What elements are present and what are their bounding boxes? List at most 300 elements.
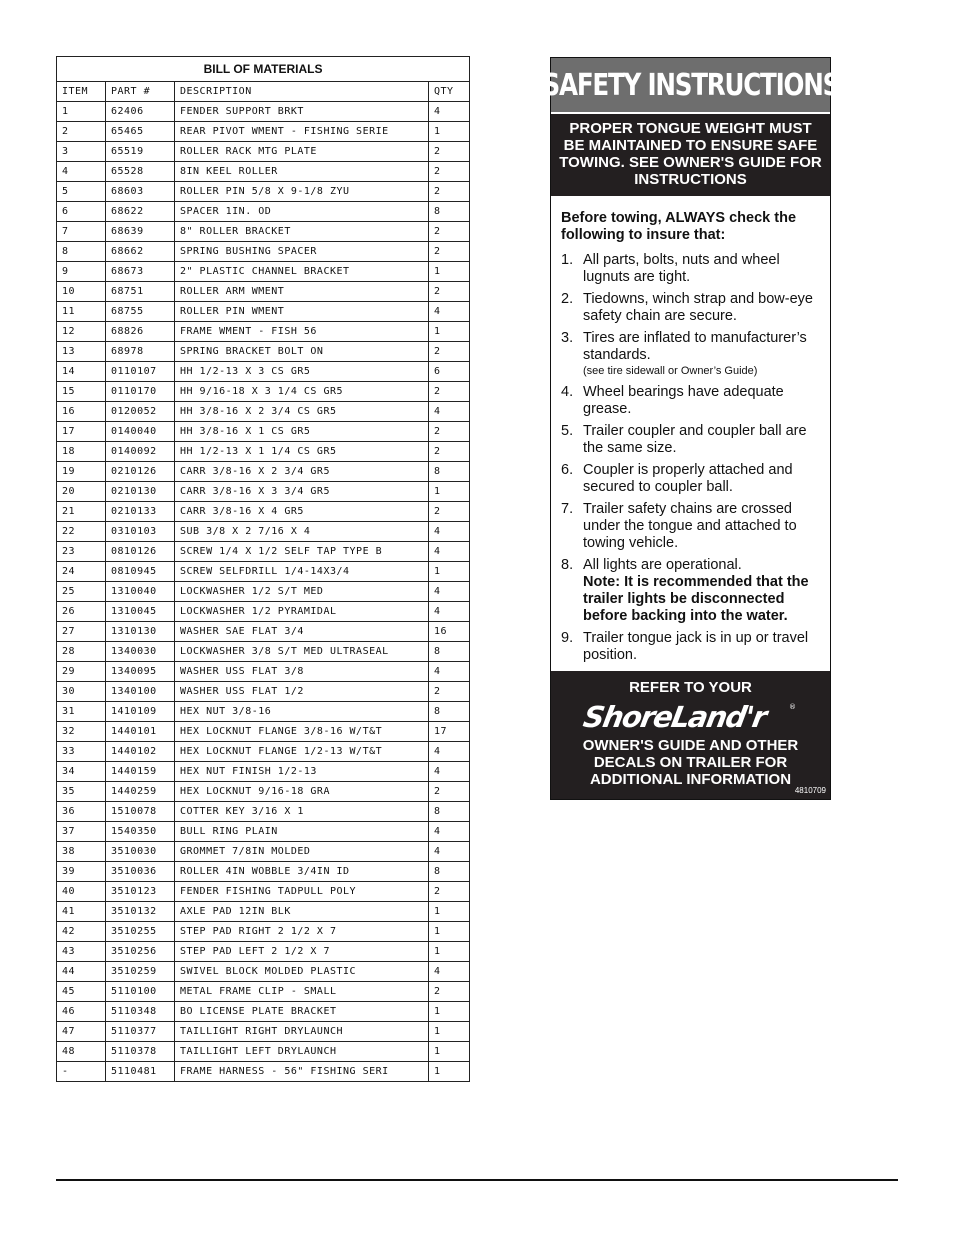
safety-instructions-decal — [542, 57, 839, 800]
bom-cell-qty: 2 — [429, 882, 470, 902]
bom-cell-part-number: 0140092 — [106, 442, 175, 462]
checklist-number: 7. — [561, 501, 574, 517]
bom-cell-part-number: 68622 — [106, 202, 175, 222]
bom-cell-item: 44 — [57, 962, 106, 982]
bill-of-materials-table — [56, 56, 470, 1082]
checklist-text: All parts, bolts, nuts and wheel lugnuts are tight. — [583, 252, 780, 285]
bom-row — [57, 662, 470, 682]
bom-row — [57, 762, 470, 782]
bom-row — [57, 822, 470, 842]
checklist-number: 5. — [561, 423, 574, 439]
bom-row — [57, 322, 470, 342]
bom-cell-description: STEP PAD LEFT 2 1/2 X 7 — [175, 942, 429, 962]
checklist-text: Coupler is properly attached and secured to coupler ball. — [583, 462, 793, 495]
bom-cell-part-number: 68826 — [106, 322, 175, 342]
bom-cell-item: 19 — [57, 462, 106, 482]
checklist-item — [561, 252, 820, 286]
bom-cell-item: 26 — [57, 602, 106, 622]
checklist-item — [561, 462, 820, 496]
bom-cell-description: STEP PAD RIGHT 2 1/2 X 7 — [175, 922, 429, 942]
svg-text:ShoreLand'r: ShoreLand'r — [580, 700, 768, 734]
bom-cell-item: 1 — [57, 102, 106, 122]
checklist-text-wrap — [583, 423, 820, 457]
bom-cell-part-number: 68755 — [106, 302, 175, 322]
checklist-number: 2. — [561, 291, 574, 307]
bom-row — [57, 422, 470, 442]
bom-cell-item: 38 — [57, 842, 106, 862]
bom-cell-description: SPRING BUSHING SPACER — [175, 242, 429, 262]
bom-cell-description: FRAME WMENT - FISH 56 — [175, 322, 429, 342]
bom-row — [57, 702, 470, 722]
bom-row — [57, 1022, 470, 1042]
checklist-item — [561, 557, 820, 625]
bom-cell-part-number: 3510255 — [106, 922, 175, 942]
bom-row — [57, 182, 470, 202]
bom-cell-description: FRAME HARNESS - 56" FISHING SERI — [175, 1062, 429, 1082]
bom-cell-qty: 4 — [429, 602, 470, 622]
bom-cell-item: 41 — [57, 902, 106, 922]
bom-cell-description: HEX NUT FINISH 1/2-13 — [175, 762, 429, 782]
bom-cell-item: 37 — [57, 822, 106, 842]
bom-cell-qty: 8 — [429, 202, 470, 222]
bom-cell-item: 40 — [57, 882, 106, 902]
bom-cell-qty: 2 — [429, 142, 470, 162]
bom-cell-part-number: 0110107 — [106, 362, 175, 382]
bom-cell-item: 8 — [57, 242, 106, 262]
bom-cell-qty: 1 — [429, 1022, 470, 1042]
bom-cell-item: - — [57, 1062, 106, 1082]
bom-cell-qty: 1 — [429, 1062, 470, 1082]
bom-cell-part-number: 5110348 — [106, 1002, 175, 1022]
bom-cell-part-number: 0110170 — [106, 382, 175, 402]
bom-cell-description: BULL RING PLAIN — [175, 822, 429, 842]
checklist-number: 3. — [561, 330, 574, 346]
checklist-item — [561, 501, 820, 552]
bom-cell-description: LOCKWASHER 1/2 PYRAMIDAL — [175, 602, 429, 622]
bom-cell-item: 24 — [57, 562, 106, 582]
bom-row — [57, 502, 470, 522]
bom-cell-description: BO LICENSE PLATE BRACKET — [175, 1002, 429, 1022]
checklist-text: Tiedowns, winch strap and bow-eye safety chain are secure. — [583, 291, 813, 324]
bom-cell-part-number: 68751 — [106, 282, 175, 302]
bom-cell-qty: 4 — [429, 102, 470, 122]
bom-row — [57, 542, 470, 562]
bom-cell-qty: 1 — [429, 262, 470, 282]
bom-row — [57, 402, 470, 422]
bom-row — [57, 242, 470, 262]
bom-row — [57, 342, 470, 362]
bom-cell-item: 5 — [57, 182, 106, 202]
bom-cell-description: HEX NUT 3/8-16 — [175, 702, 429, 722]
bom-cell-part-number: 1540350 — [106, 822, 175, 842]
checklist-number: 4. — [561, 384, 574, 400]
bom-cell-description: FENDER FISHING TADPULL POLY — [175, 882, 429, 902]
bom-cell-description: 2" PLASTIC CHANNEL BRACKET — [175, 262, 429, 282]
bom-cell-item: 30 — [57, 682, 106, 702]
bom-cell-part-number: 1310130 — [106, 622, 175, 642]
bom-cell-part-number: 0310103 — [106, 522, 175, 542]
bom-cell-description: HEX LOCKNUT FLANGE 3/8-16 W/T&T — [175, 722, 429, 742]
bom-cell-item: 2 — [57, 122, 106, 142]
checklist-text-wrap — [583, 630, 820, 664]
bom-cell-part-number: 1340100 — [106, 682, 175, 702]
bom-cell-part-number: 1440159 — [106, 762, 175, 782]
checklist-text-wrap — [583, 384, 820, 418]
bom-cell-part-number: 5110378 — [106, 1042, 175, 1062]
checklist-item — [561, 291, 820, 325]
bom-cell-qty: 2 — [429, 502, 470, 522]
bom-cell-part-number: 0120052 — [106, 402, 175, 422]
bom-row — [57, 622, 470, 642]
bom-cell-item: 4 — [57, 162, 106, 182]
bom-cell-item: 27 — [57, 622, 106, 642]
bom-cell-item: 31 — [57, 702, 106, 722]
bom-cell-part-number: 0810126 — [106, 542, 175, 562]
bom-cell-item: 17 — [57, 422, 106, 442]
checklist-text-wrap — [583, 501, 820, 552]
bom-row — [57, 362, 470, 382]
bom-cell-qty: 1 — [429, 942, 470, 962]
bom-cell-description: SUB 3/8 X 2 7/16 X 4 — [175, 522, 429, 542]
bom-cell-description: SCREW 1/4 X 1/2 SELF TAP TYPE B — [175, 542, 429, 562]
bom-cell-item: 9 — [57, 262, 106, 282]
bom-cell-part-number: 5110481 — [106, 1062, 175, 1082]
bom-cell-description: LOCKWASHER 3/8 S/T MED ULTRASEAL — [175, 642, 429, 662]
bom-cell-item: 42 — [57, 922, 106, 942]
bom-cell-qty: 4 — [429, 582, 470, 602]
bom-cell-item: 33 — [57, 742, 106, 762]
checklist-text-wrap — [583, 252, 820, 286]
bom-cell-item: 11 — [57, 302, 106, 322]
bom-cell-description: FENDER SUPPORT BRKT — [175, 102, 429, 122]
bom-cell-item: 39 — [57, 862, 106, 882]
bom-row — [57, 482, 470, 502]
bom-cell-qty: 1 — [429, 482, 470, 502]
bom-cell-description: CARR 3/8-16 X 4 GR5 — [175, 502, 429, 522]
bom-cell-description: WASHER USS FLAT 3/8 — [175, 662, 429, 682]
bom-cell-qty: 4 — [429, 302, 470, 322]
checklist-item — [561, 630, 820, 664]
bom-cell-qty: 4 — [429, 842, 470, 862]
bom-cell-part-number: 1310045 — [106, 602, 175, 622]
bom-cell-part-number: 5110377 — [106, 1022, 175, 1042]
bom-row — [57, 462, 470, 482]
bom-row — [57, 442, 470, 462]
decal-code: 4810709 — [794, 786, 826, 795]
bom-cell-qty: 8 — [429, 702, 470, 722]
bom-cell-part-number: 1440259 — [106, 782, 175, 802]
bom-row — [57, 122, 470, 142]
bom-cell-qty: 2 — [429, 342, 470, 362]
bom-cell-description: WASHER USS FLAT 1/2 — [175, 682, 429, 702]
bom-cell-item: 21 — [57, 502, 106, 522]
bom-cell-qty: 2 — [429, 682, 470, 702]
bom-body — [57, 102, 470, 1082]
bom-cell-qty: 8 — [429, 462, 470, 482]
bom-cell-part-number: 65528 — [106, 162, 175, 182]
checklist-text: Tires are inflated to manufacturer’s standards. — [583, 330, 807, 363]
bom-row — [57, 642, 470, 662]
bom-row — [57, 582, 470, 602]
bom-cell-qty: 2 — [429, 422, 470, 442]
checklist-number: 1. — [561, 252, 574, 268]
bom-cell-part-number: 3510259 — [106, 962, 175, 982]
bom-row — [57, 682, 470, 702]
bom-cell-item: 35 — [57, 782, 106, 802]
bom-cell-part-number: 1340030 — [106, 642, 175, 662]
checklist-text-wrap — [583, 330, 820, 379]
bom-cell-qty: 1 — [429, 902, 470, 922]
bom-cell-part-number: 68673 — [106, 262, 175, 282]
bom-cell-qty: 2 — [429, 242, 470, 262]
bom-row — [57, 1062, 470, 1082]
bom-cell-part-number: 62406 — [106, 102, 175, 122]
bom-cell-description: COTTER KEY 3/16 X 1 — [175, 802, 429, 822]
bom-cell-part-number: 1440101 — [106, 722, 175, 742]
bom-cell-description: ROLLER 4IN WOBBLE 3/4IN ID — [175, 862, 429, 882]
bom-cell-description: TAILLIGHT RIGHT DRYLAUNCH — [175, 1022, 429, 1042]
bom-cell-item: 14 — [57, 362, 106, 382]
bom-row — [57, 802, 470, 822]
bom-cell-description: CARR 3/8-16 X 2 3/4 GR5 — [175, 462, 429, 482]
bom-cell-qty: 4 — [429, 522, 470, 542]
refer-text: REFER TO YOUR — [629, 679, 752, 696]
bom-row — [57, 922, 470, 942]
bom-row — [57, 902, 470, 922]
bom-cell-part-number: 5110100 — [106, 982, 175, 1002]
bom-row — [57, 262, 470, 282]
owners-guide-text: OWNER'S GUIDE AND OTHER DECALS ON TRAILER FOR ADDITIONAL INFORMATION — [582, 737, 799, 788]
bom-cell-description: GROMMET 7/8IN MOLDED — [175, 842, 429, 862]
bom-row — [57, 862, 470, 882]
bom-cell-item: 48 — [57, 1042, 106, 1062]
bom-cell-part-number: 0140040 — [106, 422, 175, 442]
svg-text:®: ® — [788, 703, 796, 711]
bom-cell-description: SWIVEL BLOCK MOLDED PLASTIC — [175, 962, 429, 982]
bom-cell-description: HEX LOCKNUT 9/16-18 GRA — [175, 782, 429, 802]
bom-cell-item: 29 — [57, 662, 106, 682]
bom-cell-description: HH 1/2-13 X 1 1/4 CS GR5 — [175, 442, 429, 462]
bom-cell-qty: 4 — [429, 822, 470, 842]
bom-cell-item: 47 — [57, 1022, 106, 1042]
bom-cell-item: 46 — [57, 1002, 106, 1022]
checklist-item — [561, 384, 820, 418]
bom-cell-description: SPRING BRACKET BOLT ON — [175, 342, 429, 362]
bom-cell-part-number: 3510256 — [106, 942, 175, 962]
bom-cell-qty: 6 — [429, 362, 470, 382]
bom-cell-part-number: 3510132 — [106, 902, 175, 922]
bom-row — [57, 962, 470, 982]
bom-cell-qty: 1 — [429, 322, 470, 342]
bom-cell-description: ROLLER RACK MTG PLATE — [175, 142, 429, 162]
bom-cell-item: 3 — [57, 142, 106, 162]
bom-cell-description: ROLLER PIN WMENT — [175, 302, 429, 322]
bom-row — [57, 782, 470, 802]
safety-title: SAFETY INSTRUCTIONS — [542, 67, 839, 103]
bom-cell-item: 20 — [57, 482, 106, 502]
bom-cell-part-number: 1410109 — [106, 702, 175, 722]
shorelandr-logo — [581, 699, 801, 735]
bom-cell-part-number: 0210133 — [106, 502, 175, 522]
bom-header-item: ITEM — [57, 82, 106, 102]
bom-cell-item: 34 — [57, 762, 106, 782]
bom-cell-description: CARR 3/8-16 X 3 3/4 GR5 — [175, 482, 429, 502]
bom-cell-description: ROLLER PIN 5/8 X 9-1/8 ZYU — [175, 182, 429, 202]
bom-row — [57, 162, 470, 182]
bom-cell-part-number: 3510036 — [106, 862, 175, 882]
checklist-intro: Before towing, ALWAYS check the following to insure that: — [561, 210, 797, 243]
checklist-text: All lights are operational. — [583, 557, 742, 573]
bom-cell-part-number: 1340095 — [106, 662, 175, 682]
bom-cell-qty: 2 — [429, 382, 470, 402]
checklist-text: Trailer tongue jack is in up or travel position. — [583, 630, 809, 663]
bom-cell-qty: 4 — [429, 962, 470, 982]
bom-cell-description: 8" ROLLER BRACKET — [175, 222, 429, 242]
bom-cell-part-number: 68603 — [106, 182, 175, 202]
bom-header-qty: QTY — [429, 82, 470, 102]
bom-cell-part-number: 3510030 — [106, 842, 175, 862]
bom-cell-qty: 2 — [429, 222, 470, 242]
bom-row — [57, 942, 470, 962]
bom-cell-description: HH 1/2-13 X 3 CS GR5 — [175, 362, 429, 382]
bom-cell-description: REAR PIVOT WMENT - FISHING SERIE — [175, 122, 429, 142]
bom-row — [57, 1002, 470, 1022]
bom-cell-item: 22 — [57, 522, 106, 542]
bom-row — [57, 302, 470, 322]
bom-header-part: PART # — [106, 82, 175, 102]
bom-cell-qty: 8 — [429, 802, 470, 822]
checklist-text-wrap — [583, 557, 820, 625]
bom-cell-description: WASHER SAE FLAT 3/4 — [175, 622, 429, 642]
bom-cell-description: LOCKWASHER 1/2 S/T MED — [175, 582, 429, 602]
bom-row — [57, 202, 470, 222]
checklist-note: Note: It is recommended that the trailer lights be disconnected before backing into the water. — [583, 574, 809, 624]
bom-row — [57, 982, 470, 1002]
checklist-text: Trailer safety chains are crossed under the tongue and attached to towing vehicle. — [583, 501, 797, 551]
bom-cell-part-number: 68639 — [106, 222, 175, 242]
bom-cell-part-number: 1440102 — [106, 742, 175, 762]
bom-row — [57, 882, 470, 902]
bom-cell-part-number: 1310040 — [106, 582, 175, 602]
bom-row — [57, 142, 470, 162]
bom-cell-qty: 1 — [429, 122, 470, 142]
bom-cell-qty: 1 — [429, 1042, 470, 1062]
safety-title-banner — [542, 58, 839, 114]
bom-cell-qty: 17 — [429, 722, 470, 742]
bom-row — [57, 522, 470, 542]
bom-cell-part-number: 1510078 — [106, 802, 175, 822]
bom-cell-qty: 2 — [429, 282, 470, 302]
bom-cell-qty: 4 — [429, 762, 470, 782]
bom-cell-qty: 1 — [429, 1002, 470, 1022]
bom-cell-description: METAL FRAME CLIP - SMALL — [175, 982, 429, 1002]
checklist-item — [561, 423, 820, 457]
bom-cell-description: AXLE PAD 12IN BLK — [175, 902, 429, 922]
bom-cell-description: SCREW SELFDRILL 1/4-14X3/4 — [175, 562, 429, 582]
bom-title: BILL OF MATERIALS — [57, 57, 470, 82]
bom-cell-item: 23 — [57, 542, 106, 562]
checklist-item — [561, 330, 820, 379]
bom-cell-part-number: 65465 — [106, 122, 175, 142]
bom-cell-qty: 4 — [429, 662, 470, 682]
bom-cell-qty: 2 — [429, 442, 470, 462]
checklist-text-wrap — [583, 291, 820, 325]
bom-row — [57, 722, 470, 742]
bom-cell-qty: 4 — [429, 742, 470, 762]
bom-row — [57, 222, 470, 242]
checklist-number: 6. — [561, 462, 574, 478]
bom-cell-description: ROLLER ARM WMENT — [175, 282, 429, 302]
bom-cell-qty: 2 — [429, 182, 470, 202]
bom-cell-part-number: 68978 — [106, 342, 175, 362]
bom-cell-qty: 8 — [429, 642, 470, 662]
bom-row — [57, 1042, 470, 1062]
bom-cell-item: 12 — [57, 322, 106, 342]
safety-footer — [551, 671, 830, 799]
bom-cell-item: 45 — [57, 982, 106, 1002]
bom-cell-item: 16 — [57, 402, 106, 422]
bom-cell-item: 13 — [57, 342, 106, 362]
bom-cell-description: HH 9/16-18 X 3 1/4 CS GR5 — [175, 382, 429, 402]
bom-cell-part-number: 3510123 — [106, 882, 175, 902]
checklist-subnote: (see tire sidewall or Owner’s Guide) — [583, 365, 758, 377]
bom-cell-item: 7 — [57, 222, 106, 242]
checklist-items — [561, 252, 820, 664]
bom-cell-part-number: 65519 — [106, 142, 175, 162]
bom-row — [57, 382, 470, 402]
checklist-text: Wheel bearings have adequate grease. — [583, 384, 784, 417]
page-bottom-rule — [56, 1179, 898, 1181]
checklist-number: 9. — [561, 630, 574, 646]
bom-cell-part-number: 68662 — [106, 242, 175, 262]
bom-cell-item: 28 — [57, 642, 106, 662]
bom-row — [57, 102, 470, 122]
bom-row — [57, 602, 470, 622]
bom-header-row — [57, 82, 470, 102]
bom-cell-qty: 2 — [429, 162, 470, 182]
bom-cell-description: TAILLIGHT LEFT DRYLAUNCH — [175, 1042, 429, 1062]
bom-cell-qty: 4 — [429, 542, 470, 562]
bom-cell-qty: 4 — [429, 402, 470, 422]
bom-cell-description: 8IN KEEL ROLLER — [175, 162, 429, 182]
bom-cell-description: HH 3/8-16 X 1 CS GR5 — [175, 422, 429, 442]
bom-header-description: DESCRIPTION — [175, 82, 429, 102]
checklist-text: Trailer coupler and coupler ball are the same size. — [583, 423, 807, 456]
bom-cell-part-number: 0210130 — [106, 482, 175, 502]
bom-row — [57, 842, 470, 862]
checklist-number: 8. — [561, 557, 574, 573]
bom-cell-qty: 2 — [429, 782, 470, 802]
bom-row — [57, 562, 470, 582]
tongue-weight-warning: PROPER TONGUE WEIGHT MUST BE MAINTAINED TO ENSURE SAFE TOWING. SEE OWNER'S GUIDE FOR INSTRUCTIONS — [551, 114, 830, 196]
bom-cell-description: SPACER 1IN. OD — [175, 202, 429, 222]
bom-cell-qty: 1 — [429, 922, 470, 942]
bom-row — [57, 742, 470, 762]
bom-cell-item: 43 — [57, 942, 106, 962]
bom-cell-qty: 8 — [429, 862, 470, 882]
bom-cell-item: 32 — [57, 722, 106, 742]
bom-cell-description: HEX LOCKNUT FLANGE 1/2-13 W/T&T — [175, 742, 429, 762]
bom-cell-item: 25 — [57, 582, 106, 602]
bom-cell-description: HH 3/8-16 X 2 3/4 CS GR5 — [175, 402, 429, 422]
bom-cell-part-number: 0210126 — [106, 462, 175, 482]
safety-checklist — [551, 196, 830, 664]
bom-cell-item: 36 — [57, 802, 106, 822]
bom-cell-qty: 16 — [429, 622, 470, 642]
checklist-text-wrap — [583, 462, 820, 496]
bom-cell-item: 10 — [57, 282, 106, 302]
bom-cell-part-number: 0810945 — [106, 562, 175, 582]
